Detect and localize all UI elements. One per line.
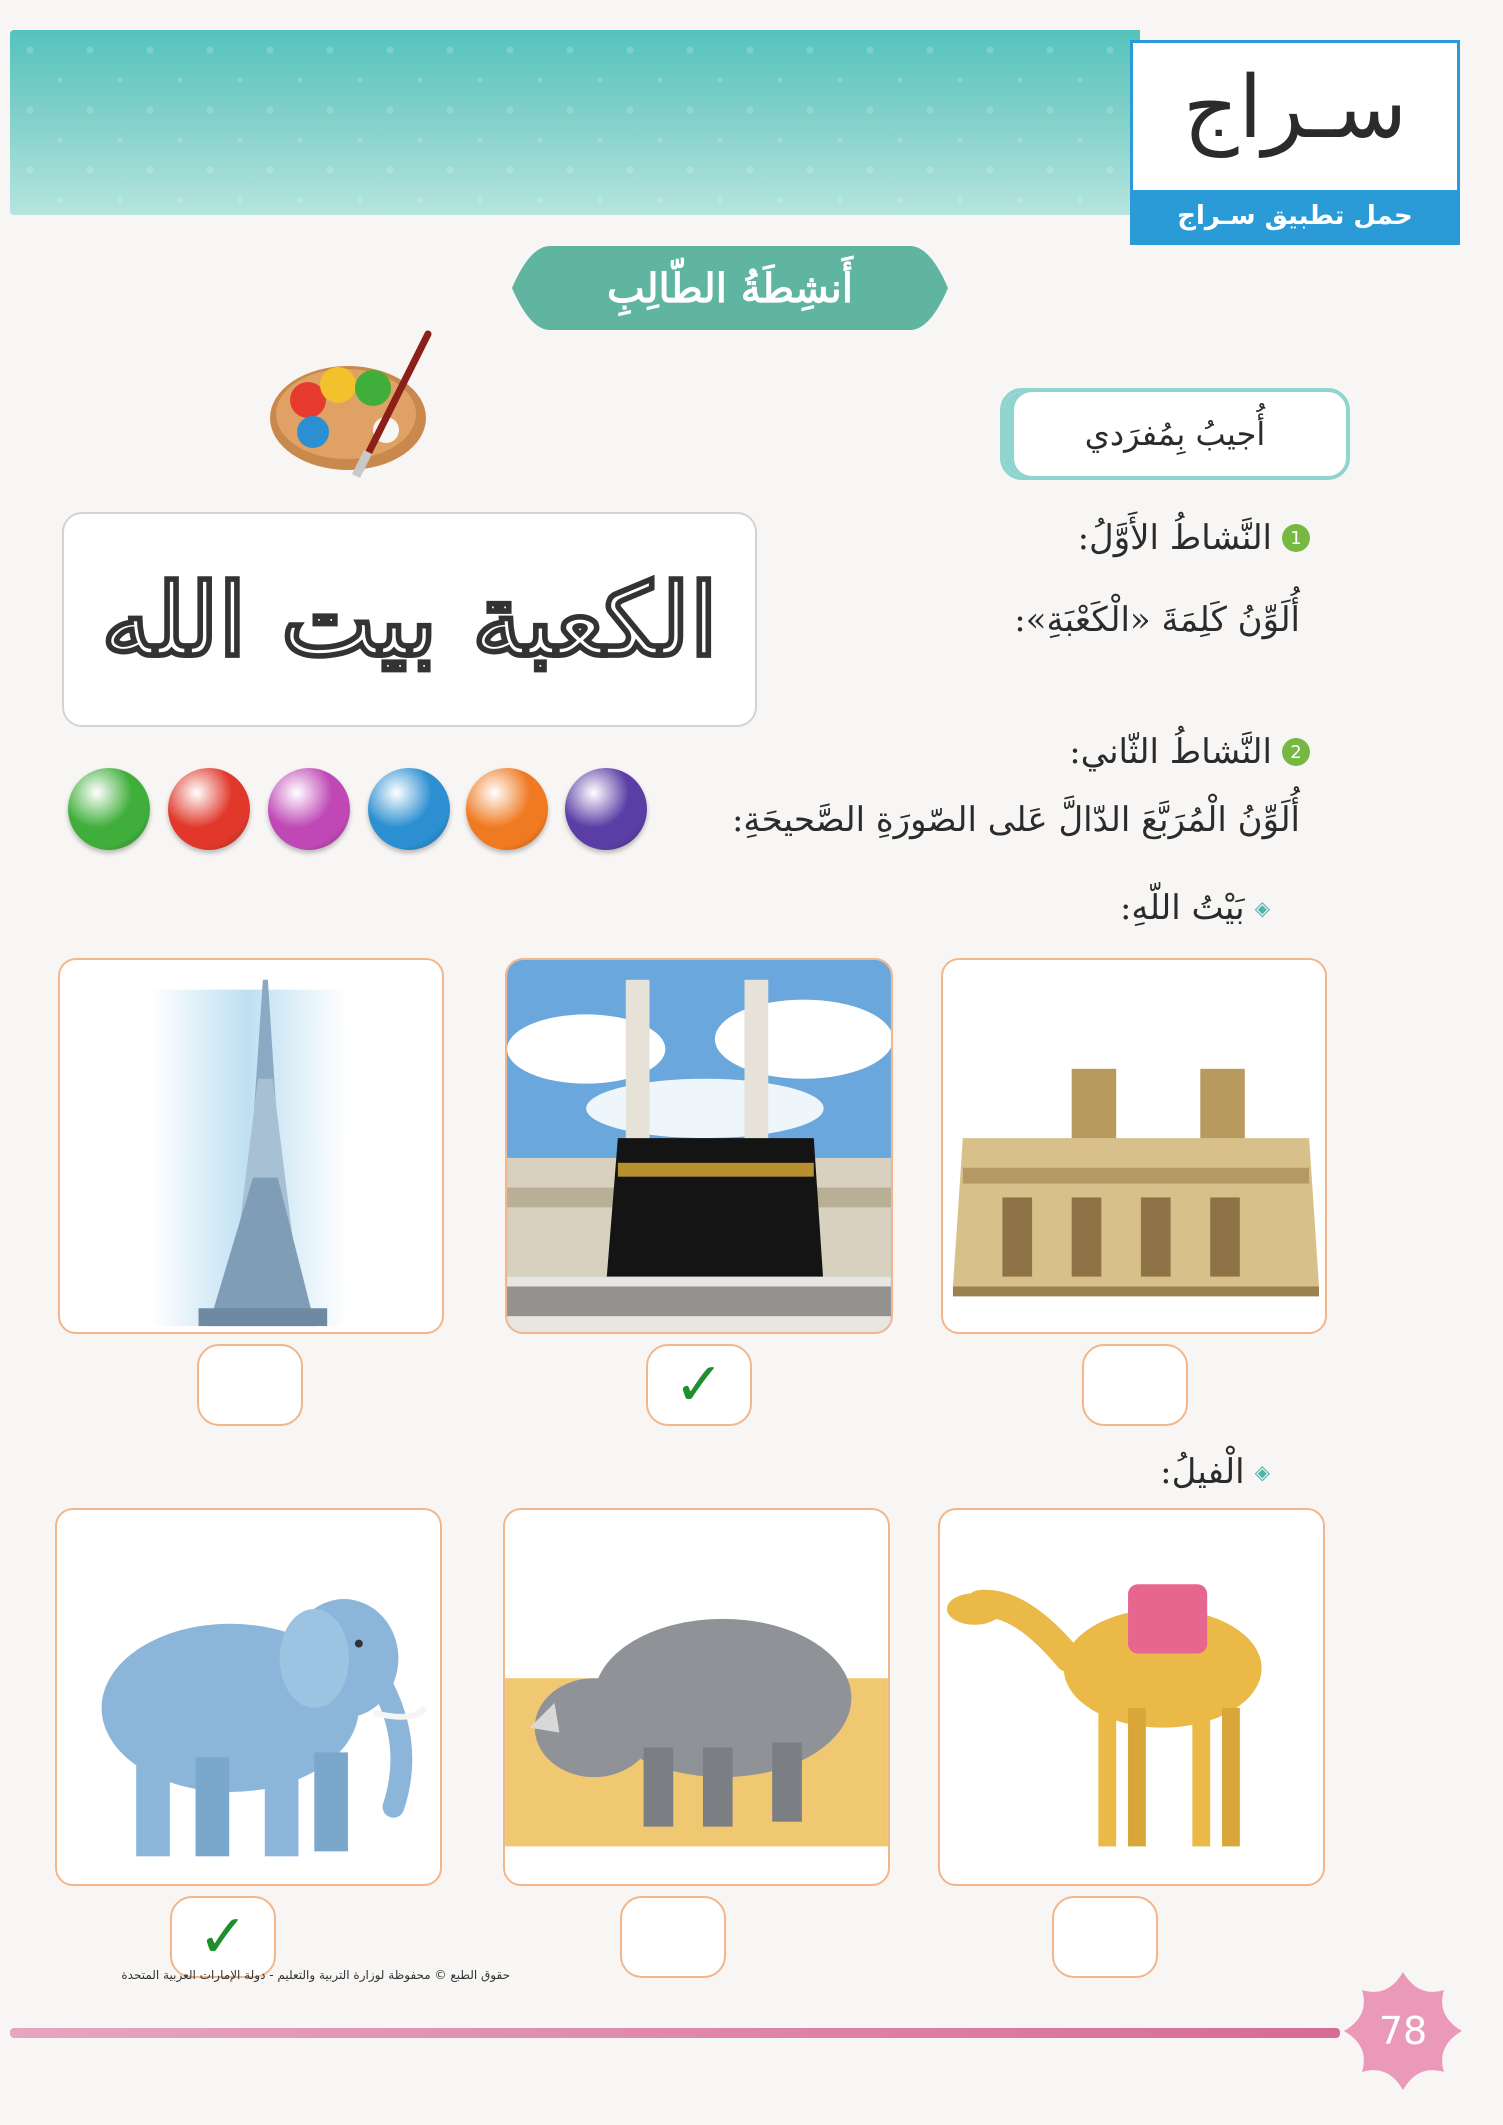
option-elephant-image: [55, 1508, 442, 1886]
option-camel-image: [938, 1508, 1325, 1886]
section-title: [510, 238, 950, 338]
checkmark-icon: ✓: [673, 1350, 725, 1420]
page-number: 78: [1378, 2009, 1428, 2053]
activity-1-number: 1: [1282, 524, 1310, 552]
diamond-bullet-icon: ◈: [1254, 1460, 1270, 1484]
answer-checkbox[interactable]: [1052, 1896, 1158, 1978]
header-pattern: [10, 30, 1140, 215]
answer-checkbox[interactable]: [646, 1344, 752, 1426]
activity-1-heading: [1000, 518, 1310, 558]
section-title-text: أَنشِطَةُ الطّالِبِ: [607, 264, 853, 312]
option-rhinoceros-image: [503, 1508, 890, 1886]
checkmark-icon: ✓: [197, 1902, 249, 1972]
activity-1-instruction: أُلَوِّنُ كَلِمَةَ «الْكَعْبَةِ»:: [1014, 600, 1300, 640]
page-number-badge: [1340, 1968, 1466, 2094]
color-ball-orange[interactable]: [466, 768, 548, 850]
download-app-tagline[interactable]: حمل تطبيق سـراج: [1133, 190, 1457, 242]
copyright-notice: حقوق الطبع © محفوظة لوزارة التربية والتعليم - دولة الإمارات العربية المتحدة: [121, 1968, 510, 1982]
header-banner: [10, 30, 1140, 215]
kaaba-outline-word[interactable]: الكعبة بيت الله: [101, 560, 718, 679]
color-ball-magenta[interactable]: [268, 768, 350, 850]
activity-2-instruction: أُلَوِّنُ الْمُرَبَّعَ الدّالَّ عَلى الصّورَةِ الصَّحيحَةِ:: [731, 800, 1300, 840]
option-burj-khalifa-image: [58, 958, 444, 1334]
answer-checkbox[interactable]: [620, 1896, 726, 1978]
question-2-text: الْفيلُ:: [1160, 1452, 1245, 1492]
siraj-brand-box[interactable]: [1130, 40, 1460, 245]
color-ball-green[interactable]: [68, 768, 150, 850]
question-1-label: [1060, 888, 1270, 928]
activity-1-title: النَّشاطُ الأَوَّلُ:: [1077, 518, 1272, 558]
outline-word-box[interactable]: [62, 512, 757, 727]
footer-divider: [10, 2028, 1340, 2038]
color-ball-blue[interactable]: [368, 768, 450, 850]
option-heritage-house-image: [941, 958, 1327, 1334]
answer-checkbox[interactable]: [197, 1344, 303, 1426]
answer-checkbox[interactable]: [1082, 1344, 1188, 1426]
activity-2-number: 2: [1282, 738, 1310, 766]
color-ball-red[interactable]: [168, 768, 250, 850]
option-kaaba-image: [505, 958, 893, 1334]
diamond-bullet-icon: ◈: [1254, 896, 1270, 920]
question-1-text: بَيْتُ اللّهِ:: [1119, 888, 1245, 928]
paint-palette-icon: [268, 330, 438, 480]
siraj-logo: سـراج: [1182, 58, 1408, 158]
activity-2-title: النَّشاطُ الثّاني:: [1069, 732, 1272, 772]
color-ball-purple[interactable]: [565, 768, 647, 850]
answer-individually-label: أُجيبُ بِمُفرَدي: [1000, 388, 1350, 480]
answer-checkbox[interactable]: [170, 1896, 276, 1978]
question-2-label: [1110, 1452, 1270, 1492]
activity-2-heading: [1000, 732, 1310, 772]
